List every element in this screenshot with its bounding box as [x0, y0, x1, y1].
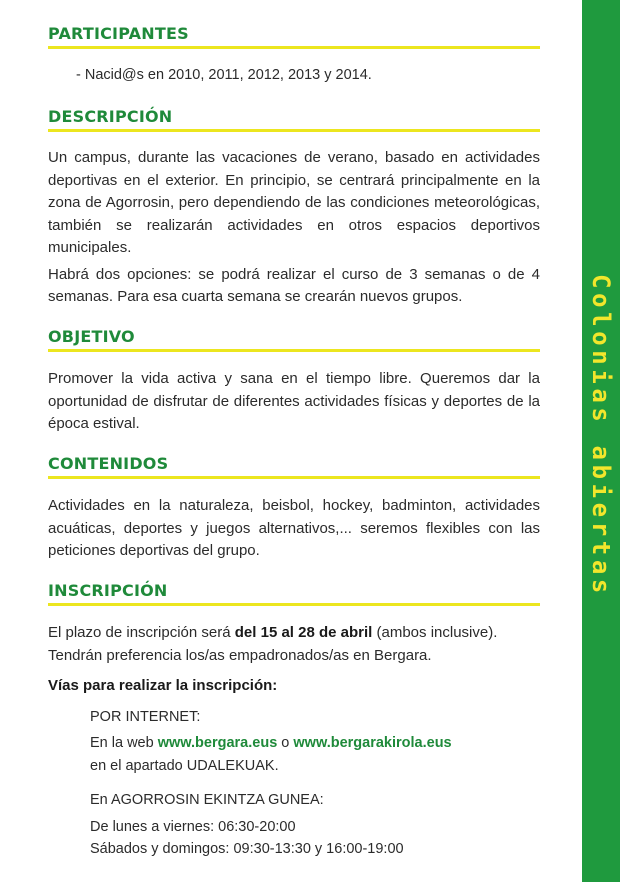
section-objetivo: [48, 326, 540, 436]
horario-weekdays: De lunes a viernes: 06:30-20:00: [90, 818, 296, 835]
apartado-line: en el apartado UDALEKUAK.: [90, 757, 279, 774]
contenidos-paragraph: Actividades en la naturaleza, beisbol, hockey, badminton, actividades acuáticas, deportes y juegos alternativos,... seremos flexibles con las peticiones deportivas del grupo.: [48, 497, 540, 559]
link-bergarakirola[interactable]: www.bergarakirola.eus: [293, 735, 452, 751]
heading-descripcion: DESCRIPCIÓN: [48, 106, 540, 132]
web-text-pre: En la web: [90, 735, 158, 751]
plazo-text-post: (ambos inclusive).: [372, 624, 498, 641]
section-contenidos: [48, 453, 540, 563]
plazo-text-pre: El plazo de inscripción será: [48, 624, 235, 641]
section-inscripcion: [48, 580, 540, 861]
sidebar-title: Colonias abiertas: [587, 274, 615, 598]
heading-participantes: PARTICIPANTES: [48, 23, 540, 49]
internet-label: POR INTERNET:: [90, 708, 201, 725]
heading-objetivo: OBJETIVO: [48, 326, 540, 352]
plazo-dates: del 15 al 28 de abril: [234, 624, 373, 641]
participantes-bullet: - Nacid@s en 2010, 2011, 2012, 2013 y 2014.: [76, 67, 372, 83]
inscripcion-plazo: [48, 622, 540, 645]
heading-contenidos: CONTENIDOS: [48, 453, 540, 479]
inscripcion-vias-label: Vías para realizar la inscripción:: [48, 677, 278, 694]
descripcion-paragraph-1: Un campus, durante las vacaciones de verano, basado en actividades deportivas en el exterior. En principio, se centrará principalmente en la zona de Agorrosin, pero dependiendo de las condiciones meteorológicas, también se realizarán actividades en otros espacios deportivos municipales.: [48, 149, 540, 256]
descripcion-paragraph-2: Habrá dos opciones: se podrá realizar el curso de 3 semanas o de 4 semanas. Para esa cuarta semana se crearán nuevos grupos.: [48, 265, 540, 305]
section-participantes: [48, 23, 540, 86]
sidebar-band: [582, 0, 620, 882]
link-bergara[interactable]: www.bergara.eus: [157, 735, 278, 751]
web-line: [90, 732, 540, 755]
horario-weekend: Sábados y domingos: 09:30-13:30 y 16:00-19:00: [90, 841, 404, 857]
gunea-label: En AGORROSIN EKINTZA GUNEA:: [90, 792, 324, 808]
section-descripcion: [48, 106, 540, 309]
web-text-mid: o: [277, 735, 294, 751]
heading-inscripcion: INSCRIPCIÓN: [48, 580, 540, 606]
inscripcion-preferencia: Tendrán preferencia los/as empadronados/as en Bergara.: [48, 646, 432, 664]
objetivo-paragraph: Promover la vida activa y sana en el tiempo libre. Queremos dar la oportunidad de disfrutar de diferentes actividades físicas y deportes de la época estival.: [48, 370, 540, 432]
